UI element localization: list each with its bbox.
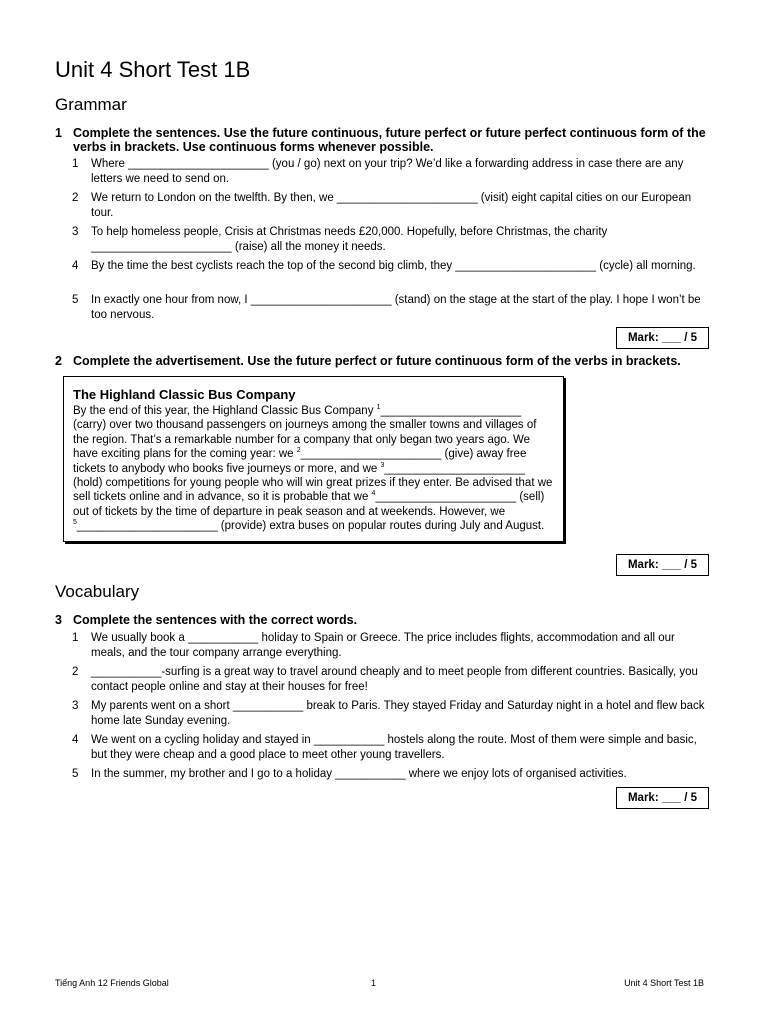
ad-text-part: ______________________ (sell) out of tickets by the time of departure in peak season and at weekends. However, we (73, 491, 545, 518)
question-3-instruction (55, 613, 710, 627)
ad-text-part: ______________________ (hold) competitions for young people who will win great prizes if they enter. Be advised that we sell tickets online and in advance, so it is probable that we (73, 462, 553, 504)
page-number: 1 (371, 978, 377, 988)
gap-number: 5 (73, 519, 77, 527)
instruction-text: Complete the advertisement. Use the future perfect or future continuous form of the verbs in brackets. (73, 354, 681, 368)
exercise-item (55, 225, 710, 259)
ad-text-part: ______________________ (give) away free tickets to anybody who books five journeys or more, and we (73, 448, 527, 475)
item-text: In the summer, my brother and I go to a holiday ___________ where we enjoy lots of organised activities. (91, 768, 627, 780)
exercise-item (55, 767, 710, 787)
item-number: 5 (72, 294, 79, 306)
item-text: In exactly one hour from now, I ______________________ (stand) on the stage at the start of the play. I hope I won’t be too nervous. (91, 294, 701, 321)
section-heading-grammar: Grammar (55, 95, 127, 114)
mark-box: Mark: ___ / 5 (616, 787, 709, 809)
exercise-item (55, 191, 710, 225)
question-2-instruction (55, 354, 710, 368)
item-number: 3 (72, 226, 79, 238)
item-text: By the time the best cyclists reach the top of the second big climb, they ______________________ (cycle) all morning. (91, 260, 696, 272)
exercise-item (55, 293, 710, 327)
item-text: My parents went on a short ___________ break to Paris. They stayed Friday and Saturday night in a hotel and flew back home late Sunday evening. (91, 700, 705, 727)
mark-box: Mark: ___ / 5 (616, 554, 709, 576)
item-number: 3 (72, 700, 79, 712)
item-text: We return to London on the twelfth. By then, we ______________________ (visit) eight capital cities on our European tour. (91, 192, 692, 219)
ad-text-part: By the end of this year, the Highland Classic Bus Company (73, 405, 377, 417)
gap-number: 2 (296, 447, 301, 455)
item-number: 2 (72, 666, 79, 678)
item-text: We usually book a ___________ holiday to Spain or Greece. The price includes flights, accommodation and all our meals, and the tour company arrange everything. (91, 632, 675, 659)
instruction-text: Complete the sentences with the correct words. (73, 613, 358, 627)
exercise-item (55, 157, 710, 191)
exercise-item (55, 699, 710, 733)
question-number: 1 (55, 126, 62, 140)
item-number: 2 (72, 192, 79, 204)
question-1-instruction (55, 126, 710, 154)
item-number: 5 (72, 768, 79, 780)
exercise-item (55, 665, 710, 699)
section-heading-vocabulary: Vocabulary (55, 582, 140, 601)
gap-number: 1 (376, 404, 381, 412)
exercise-item (55, 631, 710, 665)
ad-text-part: ______________________ (provide) extra buses on popular routes during July and August. (76, 520, 545, 533)
footer-right: Unit 4 Short Test 1B (624, 978, 704, 988)
item-text: Where ______________________ (you / go) next on your trip? We’d like a forwarding address in case there are any letters we need to send on. (91, 158, 684, 185)
page-title: Unit 4 Short Test 1B (55, 57, 251, 82)
advertisement-title: The Highland Classic Bus Company (73, 387, 296, 402)
question-1-items (55, 157, 710, 327)
mark-box: Mark: ___ / 5 (616, 327, 709, 349)
advertisement-box (63, 376, 564, 542)
item-number: 4 (72, 734, 79, 746)
item-number: 1 (72, 158, 79, 170)
item-text: ___________-surfing is a great way to travel around cheaply and to meet people from different countries. Basically, you contact people online and stay at their houses for free! (91, 666, 698, 693)
question-number: 2 (55, 354, 62, 368)
instruction-text: Complete the sentences. Use the future continuous, future perfect or future perfect continuous form of the verbs in brackets. Use continuous forms whenever possible. (73, 126, 706, 154)
gap-number: 4 (371, 490, 376, 498)
gap-number: 3 (380, 461, 385, 469)
item-number: 4 (72, 260, 79, 272)
item-text: We went on a cycling holiday and stayed in ___________ hostels along the route. Most of them were simple and basic, but they were cheap and a good place to meet other young travellers. (91, 734, 697, 761)
advertisement-text (73, 404, 555, 534)
exercise-item (55, 259, 710, 293)
item-text: To help homeless people, Crisis at Christmas needs £20,000. Hopefully, before Christmas, the charity ______________________ (raise) all the money it needs. (91, 226, 608, 253)
footer-left: Tiếng Anh 12 Friends Global (55, 978, 169, 988)
item-number: 1 (72, 632, 79, 644)
exercise-item (55, 733, 710, 767)
question-3-items (55, 631, 710, 787)
question-number: 3 (55, 613, 62, 627)
ad-text-part: ______________________ (carry) over two thousand passengers on journeys among the smaller towns and villages of the region. That’s a remarkable number for a company that only began two years ago. We have exciting plans for the coming year: we (73, 405, 537, 461)
